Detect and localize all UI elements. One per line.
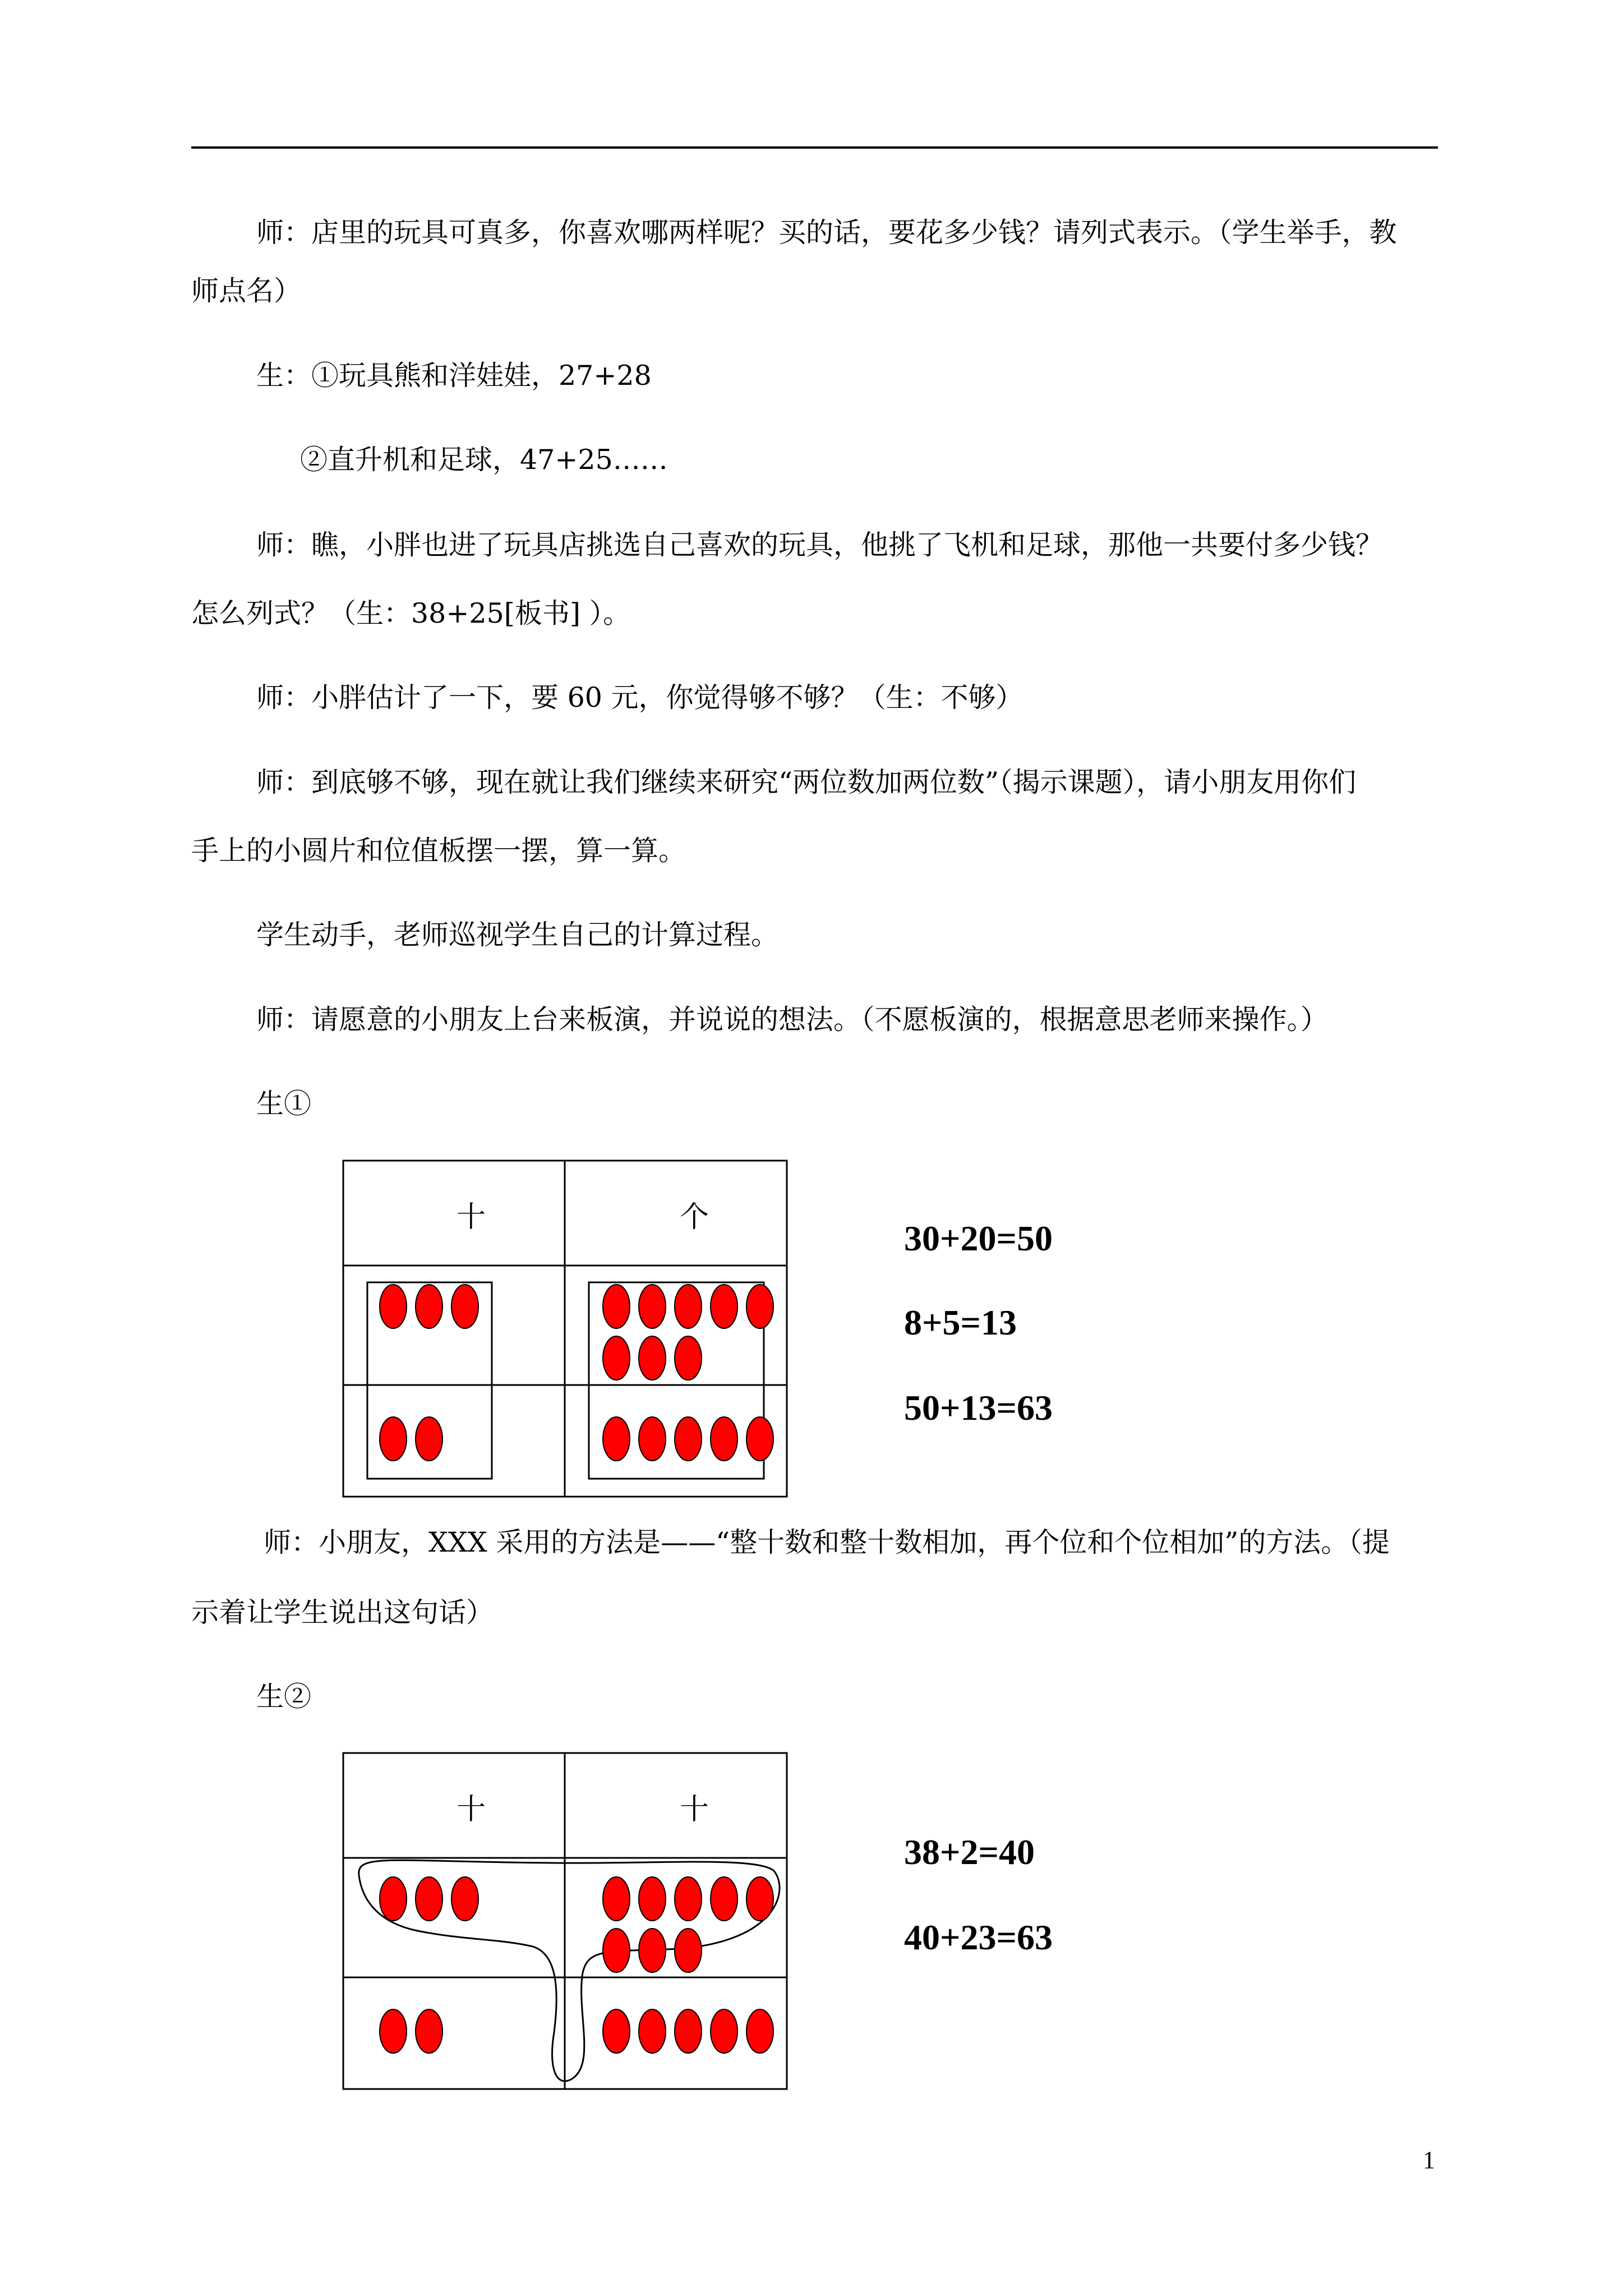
counter-dot	[675, 1929, 702, 1972]
counter-dot	[711, 2009, 737, 2053]
paragraph-line: 示着让学生说出这句话）	[191, 1596, 494, 1628]
student-label: 生①	[256, 1088, 312, 1120]
right-header: 十	[679, 1793, 709, 1826]
ones-header: 个	[679, 1200, 709, 1234]
counter-dot	[451, 1877, 478, 1921]
counter-dot	[416, 1877, 442, 1921]
counter-dot	[416, 1285, 442, 1328]
counter-dot	[603, 1336, 630, 1380]
place-value-board-1	[342, 1159, 788, 1498]
counter-dot	[416, 2009, 442, 2053]
counter-dot	[603, 1929, 630, 1972]
counter-dot	[603, 1285, 630, 1328]
counter-dot	[675, 1285, 702, 1328]
paragraph-line: 师点名）	[191, 275, 302, 307]
counter-dot	[603, 2009, 630, 2053]
paragraph-line: 生：①玩具熊和洋娃娃，27+28	[256, 360, 652, 392]
counter-dot	[603, 1417, 630, 1461]
counter-dot	[603, 1877, 630, 1921]
counter-dot	[746, 1877, 773, 1921]
counter-dot	[711, 1285, 737, 1328]
counter-dot	[639, 1417, 666, 1461]
student-label: 生②	[256, 1681, 312, 1713]
paragraph-line: 师：小朋友，XXX 采用的方法是——“整十数和整十数相加，再个位和个位相加”的方法。（提	[264, 1526, 1390, 1558]
counter-dot	[451, 1285, 478, 1328]
counter-dot	[639, 2009, 666, 2053]
counter-dot	[746, 2009, 773, 2053]
counter-dot	[639, 1877, 666, 1921]
paragraph-line: 怎么列式？（生：38+25[板书] ）。	[191, 597, 631, 629]
counter-dot	[675, 1877, 702, 1921]
counter-dot	[675, 1417, 702, 1461]
paragraph-line: ②直升机和足球，47+25……	[300, 444, 668, 476]
equation: 8+5=13	[904, 1303, 1017, 1342]
paragraph-line: 师：瞧，小胖也进了玩具店挑选自己喜欢的玩具，他挑了飞机和足球，那他一共要付多少钱？	[256, 529, 1384, 561]
header-rule	[191, 146, 1438, 149]
counter-dot	[746, 1285, 773, 1328]
paragraph-line: 师：店里的玩具可真多，你喜欢哪两样呢？买的话，要花多少钱？请列式表示。（学生举手，教	[256, 217, 1397, 249]
counter-dot	[639, 1929, 666, 1972]
tens-header: 十	[456, 1793, 486, 1826]
counter-dot	[675, 2009, 702, 2053]
page-number: 1	[1423, 2146, 1435, 2174]
counter-dot	[711, 1877, 737, 1921]
counter-dot	[746, 1417, 773, 1461]
board-2-svg	[342, 1752, 788, 2090]
board-1-svg	[342, 1159, 788, 1498]
equation: 40+23=63	[904, 1917, 1053, 1957]
paragraph-line: 师：到底够不够，现在就让我们继续来研究“两位数加两位数”（揭示课题），请小朋友用你们	[256, 766, 1357, 798]
paragraph-line: 学生动手，老师巡视学生自己的计算过程。	[256, 919, 779, 951]
place-value-board-2	[342, 1752, 788, 2090]
paragraph-line: 手上的小圆片和位值板摆一摆，算一算。	[191, 835, 686, 867]
paragraph-line: 师：请愿意的小朋友上台来板演，并说说的想法。（不愿板演的，根据意思老师来操作。）	[256, 1004, 1329, 1036]
counter-dot	[380, 1285, 407, 1328]
counter-dot	[711, 1417, 737, 1461]
counter-dot	[380, 2009, 407, 2053]
counter-dot	[416, 1417, 442, 1461]
equation: 30+20=50	[904, 1218, 1053, 1258]
equation: 38+2=40	[904, 1832, 1035, 1872]
counter-dot	[675, 1336, 702, 1380]
counter-dot	[380, 1877, 407, 1921]
counter-dot	[380, 1417, 407, 1461]
tens-header: 十	[456, 1200, 486, 1234]
equation: 50+13=63	[904, 1388, 1053, 1428]
counter-dot	[639, 1336, 666, 1380]
paragraph-line: 师：小胖估计了一下，要 60 元，你觉得够不够？（生：不够）	[256, 682, 1023, 714]
counter-dot	[639, 1285, 666, 1328]
